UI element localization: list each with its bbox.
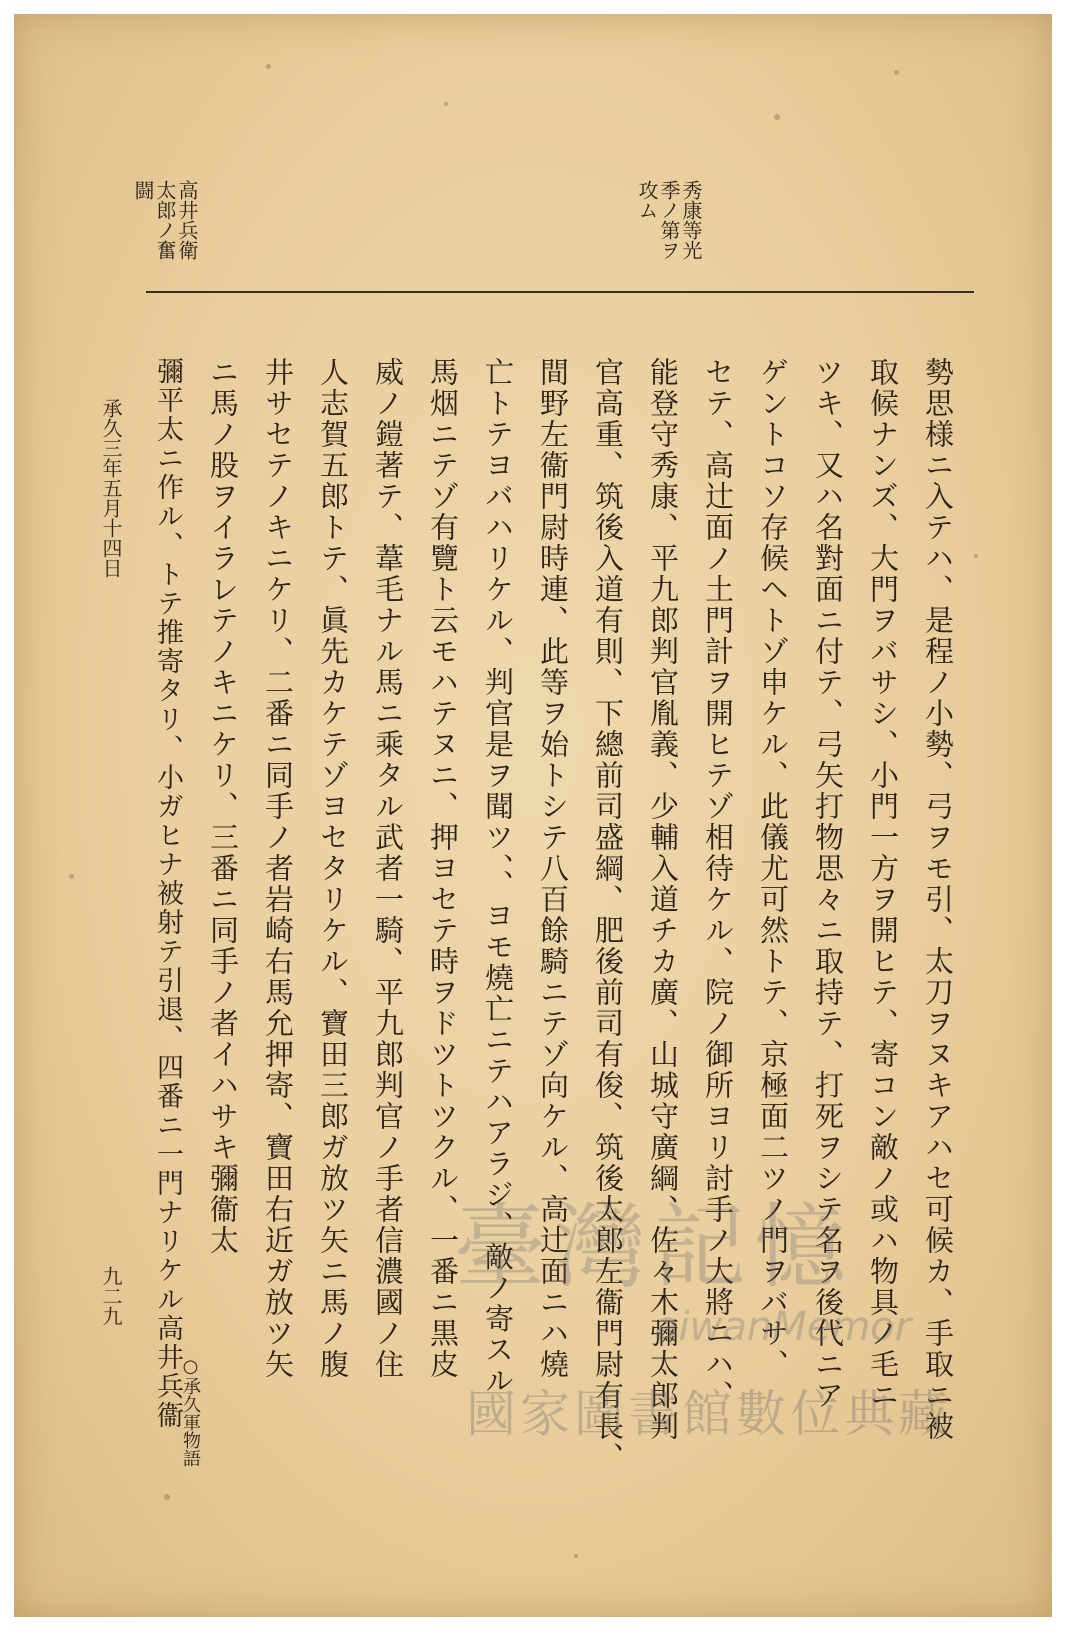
paper-spot — [266, 64, 271, 69]
body-line: 取候ナンズ、大門ヲバサシ、小門一方ヲ開ヒテ、寄コン敵ノ或ハ物具ノ毛ニ — [866, 357, 900, 1411]
watermark-roman: aiwanMemor — [654, 1304, 912, 1350]
paper-spot — [974, 554, 978, 558]
body-line: 亡トテヨバハリケル、判官是ヲ聞ツ、、ヨモ燒亡ニテハアラジ、敵ノ寄スル — [481, 357, 515, 1397]
paper-spot — [774, 114, 780, 120]
header-rule — [146, 291, 974, 293]
headnote-line: 攻ム — [635, 180, 659, 220]
watermark-logo: 臺灣記憶 — [454, 1194, 855, 1301]
headnote-line: 太郎ノ奮 — [153, 180, 177, 260]
body-line: 彌平太ニ作ル、トテ推寄タリ、小ガヒナ被射テ引退、四番ニ一門ナリケル高井兵衞 — [152, 357, 183, 1430]
paper-spot — [574, 1554, 578, 1558]
body-line: 官高重、筑後入道有則、下總前司盛綱、肥後前司有俊、筑後太郎左衞門尉有長、 — [591, 357, 625, 1473]
body-line: ゲントコソ存候ヘトゾ申ケル、此儀尤可然トテ、京極面二ツノ門ヲバサ、 — [756, 357, 790, 1380]
page-number: 九二九 — [99, 1266, 123, 1326]
paper-spot — [69, 874, 74, 879]
body-line: 能登守秀康、平九郎判官胤義、少輔入道チカ廣、山城守廣綱、佐々木彌太郎判 — [646, 357, 680, 1442]
body-line: ツキ、又ハ名對面ニ付テ、弓矢打物思々ニ取持テ、打死ヲシテ名ヲ後代ニア — [811, 357, 845, 1411]
body-line: 間野左衞門尉時連、此等ヲ始トシテ八百餘騎ニテゾ向ケル、高辻面ニハ燒 — [536, 357, 570, 1380]
headnote-line: 闘 — [131, 180, 155, 200]
body-line: 威ノ鎧著テ、葦毛ナル馬ニ乘タル武者一騎、平九郎判官ノ手者信濃國ノ住 — [371, 357, 405, 1380]
body-line: セテ、高辻面ノ土門計ヲ開ヒテゾ相待ケル、院ノ御所ヨリ討手ノ大將ニハ、 — [701, 357, 735, 1411]
paper-spot — [444, 102, 448, 106]
headnote-line: 秀康等光 — [679, 180, 703, 260]
headnote-line: 高井兵衛 — [175, 180, 199, 260]
headnote-line: 季ノ第ヲ — [657, 180, 681, 260]
book-page — [14, 14, 1052, 1617]
paper-spot — [164, 1494, 170, 1500]
body-line: 人志賀五郎トテ、眞先カケテゾヨセタリケル、寶田三郎ガ放ツ矢ニ馬ノ腹 — [316, 357, 350, 1380]
paper-spot — [894, 70, 899, 75]
date-line: 承久三年五月十四日 — [99, 398, 123, 578]
body-line: 井サセテノキニケリ、二番ニ同手ノ者岩崎右馬允押寄、寶田右近ガ放ツ矢 — [261, 357, 295, 1380]
watermark-subtitle: 國家圖書館數位典藏 — [466, 1385, 952, 1443]
body-line: ニ馬ノ股ヲイラレテノキニケリ、三番ニ同手ノ者イハサキ彌衞太 — [206, 357, 240, 1256]
inline-note: ○承久軍物語 — [180, 1356, 201, 1467]
body-line: 馬烟ニテゾ有覽ト云モハテヌニ、押ヨセテ時ヲドツトツクル、一番ニ黒皮 — [426, 357, 460, 1380]
body-line: 勢思様ニ入テハ、是程ノ小勢、弓ヲモ引、太刀ヲヌキアハセ可候カ、手取ニ被 — [921, 357, 955, 1442]
